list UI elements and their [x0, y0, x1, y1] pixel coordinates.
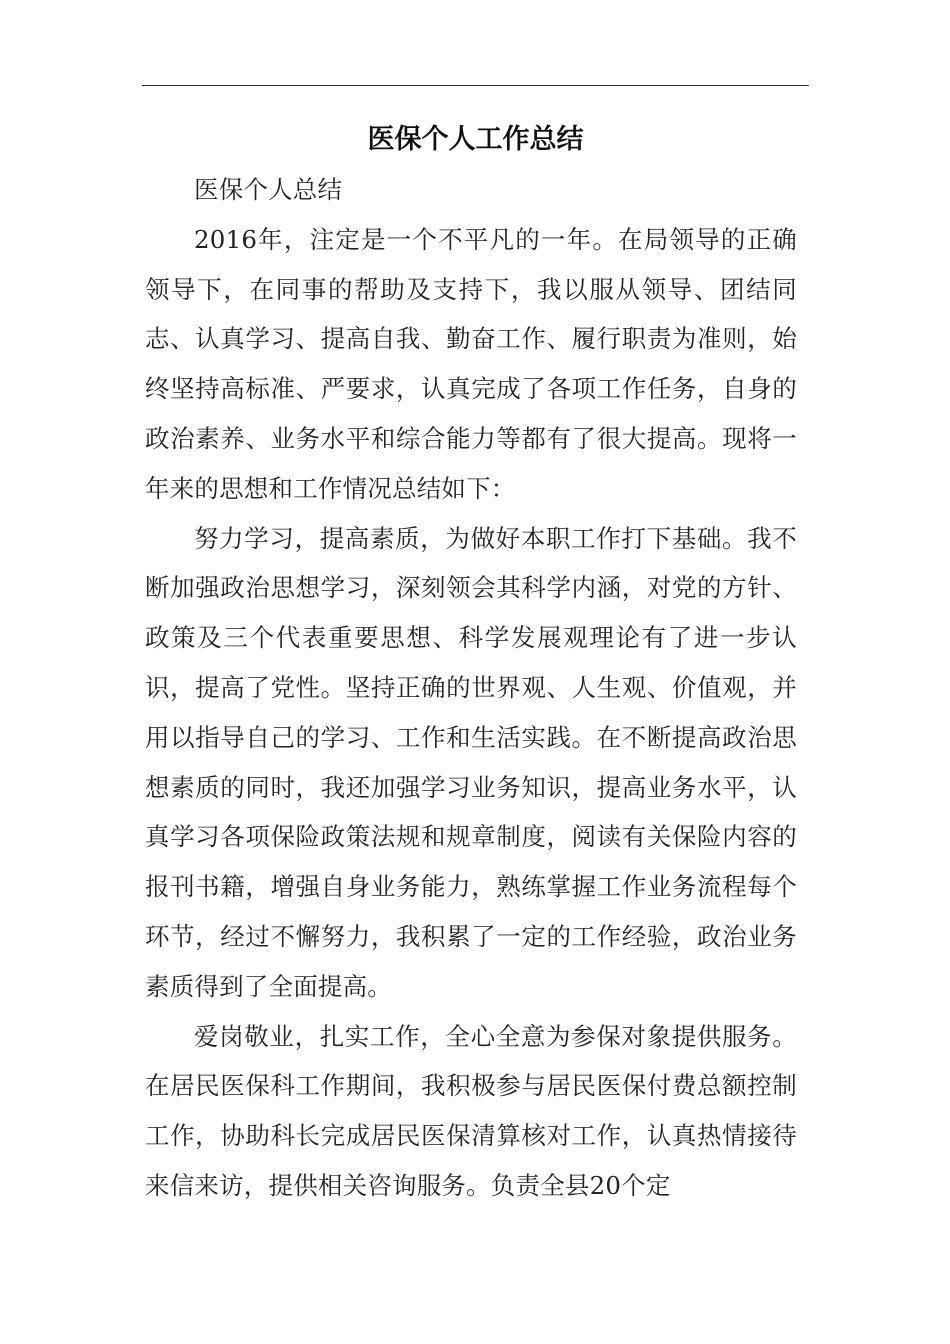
paragraph-service: 爱岗敬业，扎实工作，全心全意为参保对象提供服务。在居民医保科工作期间，我积极参与居民医保付费总额控制工作，协助科长完成居民医保清算核对工作，认真热情接待来信来访，提供相关咨询服务。负责全县20个定 [145, 1021, 797, 1200]
paragraph-study: 努力学习，提高素质，为做好本职工作打下基础。我不断加强政治思想学习，深刻领会其科学内涵，对党的方针、政策及三个代表重要思想、科学发展观理论有了进一步认识，提高了党性。坚持正确的世界观、人生观、价值观，并用以指导自己的学习、工作和生活实践。在不断提高政治思想素质的同时，我还加强学习业务知识，提高业务水平，认真学习各项保险政策法规和规章制度，阅读有关保险内容的报刊书籍，增强自身业务能力，熟练掌握工作业务流程每个环节，经过不懈努力，我积累了一定的工作经验，政治业务素质得到了全面提高。 [145, 523, 797, 1001]
paragraph-intro: 2016年，注定是一个不平凡的一年。在局领导的正确领导下，在同事的帮助及支持下，我以服从领导、团结同志、认真学习、提高自我、勤奋工作、履行职责为准则，始终坚持高标准、严要求，认真完成了各项工作任务，自身的政治素养、业务水平和综合能力等都有了很大提高。现将一年来的思想和工作情况总结如下： [145, 224, 797, 503]
document-body [145, 165, 797, 1211]
page-title: 医保个人工作总结 [367, 124, 584, 155]
header-rule [142, 85, 809, 86]
paragraph-subtitle: 医保个人总结 [194, 175, 343, 204]
